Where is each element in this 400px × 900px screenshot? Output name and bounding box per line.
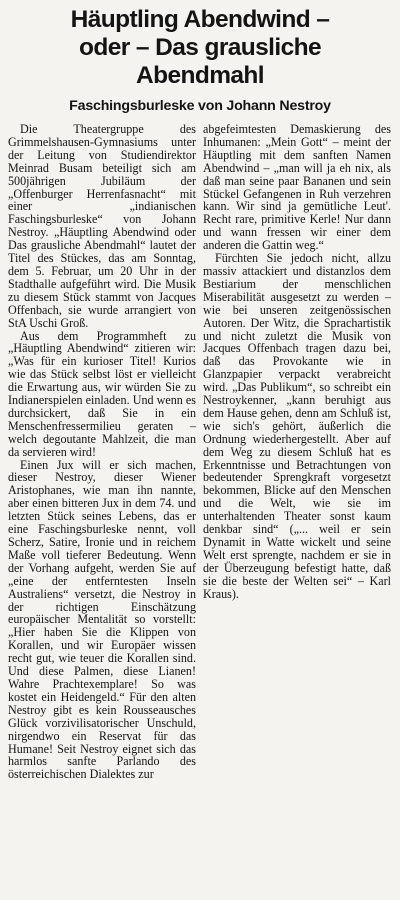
headline-line-2: oder – Das grausliche [78,34,322,61]
paragraph-right-2: Fürchten Sie jedoch nicht, allzu massiv attackiert und distanzlos dem Bestiarium der menschlichen Miserabilität ausgesetzt zu werden – wie bei unseren zeitgenössischen Autoren. Der Witz, die Sprachartistik und nicht zuletzt die Musik von Jacques Offenbach tragen dazu bei, daß das Provokante wie in Glanzpapier verpackt verabreicht wird. „Das Publikum“, so schreibt ein Nestroykenner, „kann beruhigt aus dem Hause gehen, denn am Schluß ist, wie sich's gehört, äußerlich die Ordnung wiederhergestellt. Aber auf dem Weg zu diesem Schluß hat es Erkenntnisse und Betrachtungen von bedeutender Sprengkraft vorgesetzt bekommen, Blicke auf den Menschen und die Welt, wie sie im unterhaltenden Theater sonst kaum denkbar sind“ („... weil er sein Dynamit in Watte wickelt und seine Welt erst sprengte, nachdem er sie in der Überzeugung befestigt hatte, daß sie die beste der Welten sei“ – Karl Kraus). [203,251,391,601]
paragraph-right-1: abgefeimtesten Demaskierung des Inhumanen: „Mein Gott“ – meint der Häuptling mit dem sanften Namen Abendwind – „man will ja eh nix, als daß man seine paar Bananen und sein Stückel Gefangenen in Ruh verzehren kann. Wir sind ja gemütliche Leut'. Recht rare, primitive Kerle! Nur dann und wann fressen wir einer dem anderen die Gattin weg.“ [203,122,391,253]
headline [8,6,392,90]
paragraph-left-3: Einen Jux will er sich machen, dieser Nestroy, dieser Wiener Aristophanes, wie man ihn nannte, aber einen bitteren Jux in dem 74. und letzten Stück seines Lebens, das er eine Faschingsburleske nennt, voll Scherz, Satire, Ironie und in reichem Maße voll tieferer Bedeutung. Wenn der Vorhang aufgeht, werden Sie auf „eine der entferntesten Inseln Australiens“ versetzt, die Nestroy in der richtigen Einschätzung europäischer Mentalität so vorstellt: „Hier haben Sie die Klippen von Korallen, und wir Europäer wissen recht gut, wie teuer die Korallen sind. Und diese Palmen, diese Lianen! Wahre Prachtexemplare! So was kostet ein Heidengeld.“ Für den alten Nestroy gibt es kein Rousseausches Glück vorzivilisatorischer Unschuld, nirgendwo ein Reservat für das Humane! Seit Nestroy eignet sich das harmlos sanfte Parlando des österreichischen Dialektes zur [8,457,196,782]
headline-line-1: Häuptling Abendwind – [70,6,330,33]
article-body [8,123,392,781]
subheadline: Faschingsburleske von Johann Nestroy [69,98,331,114]
column-right [203,123,391,781]
column-left [8,123,196,781]
paragraph-left-2: Aus dem Programmheft zu „Häuptling Abendwind“ zitieren wir: „Was für ein kurioser Titel! Kurios wie das Stück selbst löst er vielleicht die Erwartung aus, wir würden Sie zu Indianerspielen einladen. Und wenn es durchsickert, daß Sie in ein Menschenfressermilieu geraten – welch degoutante Mahlzeit, die man da servieren wird! [8,328,196,459]
paragraph-left-1: Die Theatergruppe des Grimmelshausen-Gymnasiums unter der Leitung von Studiendirektor Meinrad Busam beteiligt sich am 500jährigen Jubiläum der „Offenburger Herrenfasnacht“ mit einer „indianischen Faschingsburleske“ von Johann Nestroy. „Häuptling Abendwind oder Das grausliche Abendmahl“ lautet der Titel des Stückes, das am Sonntag, dem 5. Februar, um 20 Uhr in der Stadthalle aufgeführt wird. Die Musik zu diesem Stück stammt von Jacques Offenbach, sie wurde arrangiert von StA Uschi Groß. [8,122,196,330]
headline-line-3: Abendmahl [136,62,264,89]
